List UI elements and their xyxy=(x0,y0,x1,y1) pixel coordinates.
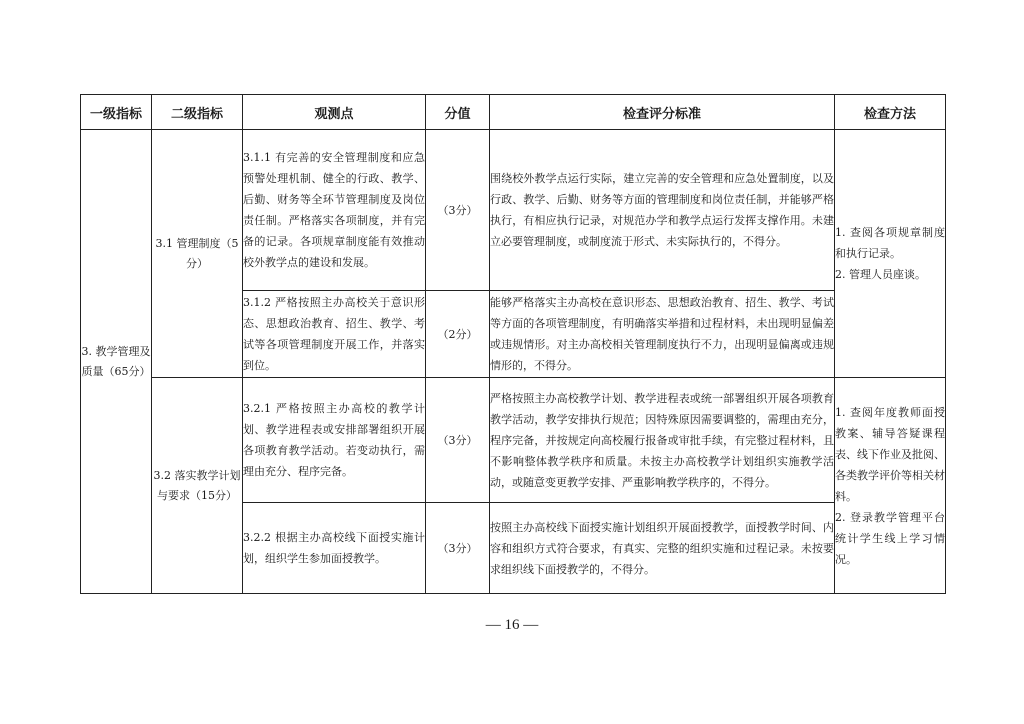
observation-point: 3.1.2 严格按照主办高校关于意识形态、思想政治教育、招生、教学、考试等各项管理制度开展工作，并落实到位。 xyxy=(243,291,426,378)
score-value: （3分） xyxy=(426,503,490,594)
observation-point: 3.1.1 有完善的安全管理制度和应急预警处理机制、健全的行政、教学、后勤、财务等全环节管理制度及岗位责任制。严格落实各项制度，并有完备的记录。各项规章制度能有效推动校外教学点的建设和发展。 xyxy=(243,130,426,291)
level2-indicator: 3.1 管理制度（5分） xyxy=(152,130,243,378)
header-level2: 二级指标 xyxy=(152,95,243,130)
header-criteria: 检查评分标准 xyxy=(490,95,835,130)
observation-point: 3.2.1 严格按照主办高校的教学计划、教学进程表或安排部署组织开展各项教育教学活动。若变动执行，需理由充分、程序完备。 xyxy=(243,378,426,503)
level2-indicator: 3.2 落实教学计划与要求（15分） xyxy=(152,378,243,594)
inspection-method xyxy=(835,378,946,594)
header-level1: 一级指标 xyxy=(81,95,152,130)
inspection-method-text: 1. 查阅年度教师面授教案、辅导答疑课程表、线下作业及批阅、各类教学评价等相关材料。 2. 登录教学管理平台统计学生线上学习情况。 xyxy=(835,405,945,566)
table-row xyxy=(81,130,946,291)
score-value: （3分） xyxy=(426,378,490,503)
page-number: — 16 — xyxy=(485,617,539,633)
inspection-method-text: 1. 查阅各项规章制度和执行记录。 2. 管理人员座谈。 xyxy=(835,226,945,282)
score-value: （2分） xyxy=(426,291,490,378)
scoring-criteria: 能够严格落实主办高校在意识形态、思想政治教育、招生、教学、考试等方面的各项管理制度，有明确落实举措和过程材料，未出现明显偏差或违规情形。对主办高校相关管理制度执行不力，出现明显偏离或违规情形的，不得分。 xyxy=(490,291,835,378)
table-row xyxy=(81,378,946,503)
score-value: （3分） xyxy=(426,130,490,291)
observation-point: 3.2.2 根据主办高校线下面授实施计划，组织学生参加面授教学。 xyxy=(243,503,426,594)
scoring-criteria: 围绕校外教学点运行实际，建立完善的安全管理和应急处置制度，以及行政、教学、后勤、财务等方面的管理制度和岗位责任制，并能够严格执行，有相应执行记录，对规范办学和教学点运行发挥支撑作用。未建立必要管理制度，或制度流于形式、未实际执行的，不得分。 xyxy=(490,130,835,291)
scoring-criteria: 严格按照主办高校教学计划、教学进程表或统一部署组织开展各项教育教学活动，教学安排执行规范；因特殊原因需要调整的，需理由充分，程序完备，并按规定向高校履行报备或审批手续，有完整过程材料，且不影响整体教学秩序和质量。未按主办高校教学计划组织实施教学活动，或随意变更教学安排、严重影响教学秩序的，不得分。 xyxy=(490,378,835,503)
scoring-criteria: 按照主办高校线下面授实施计划组织开展面授教学，面授教学时间、内容和组织方式符合要求，有真实、完整的组织实施和过程记录。未按要求组织线下面授教学的，不得分。 xyxy=(490,503,835,594)
table-header-row xyxy=(81,95,946,130)
header-method: 检查方法 xyxy=(835,95,946,130)
header-score: 分值 xyxy=(426,95,490,130)
level1-indicator: 3. 教学管理及质量（65分） xyxy=(81,130,152,594)
evaluation-table xyxy=(80,94,946,594)
header-observation: 观测点 xyxy=(243,95,426,130)
inspection-method xyxy=(835,130,946,378)
